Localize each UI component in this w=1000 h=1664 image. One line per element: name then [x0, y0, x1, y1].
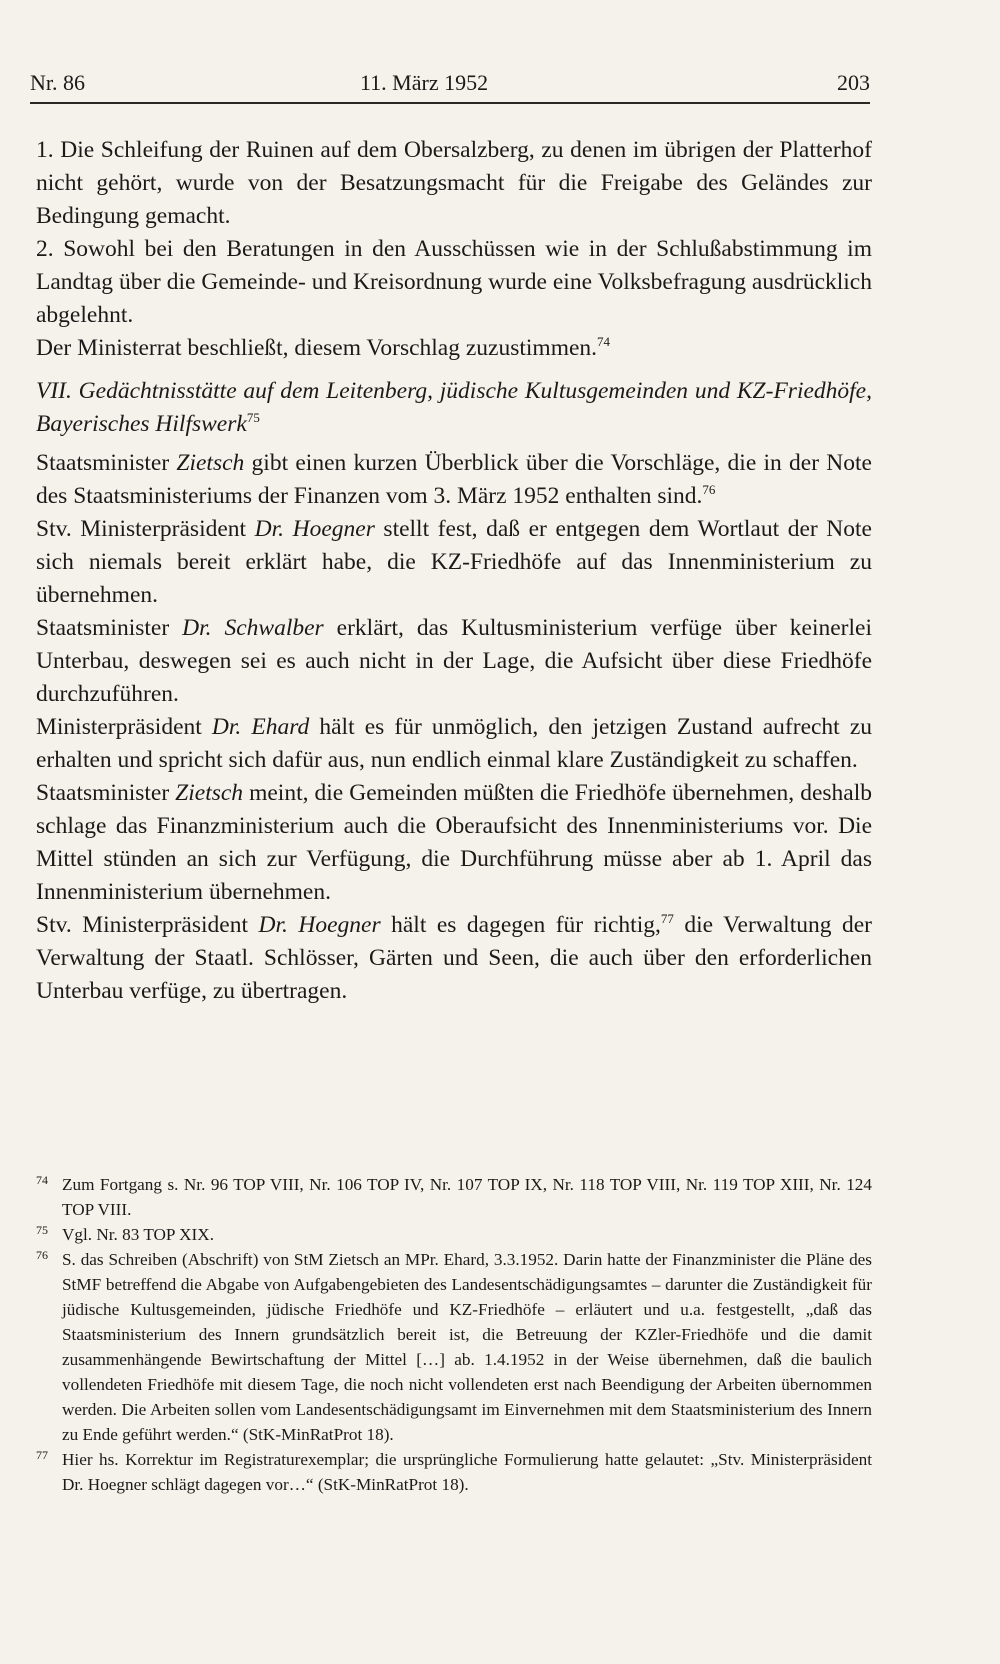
speaker-name: Zietsch — [175, 780, 244, 806]
footnote-ref: 77 — [660, 911, 674, 927]
speaker-name: Dr. Ehard — [211, 714, 310, 740]
footnote: 75 Vgl. Nr. 83 TOP XIX. — [36, 1222, 872, 1247]
footnote-number: 77 — [36, 1448, 48, 1462]
document-number: Nr. 86 — [30, 70, 85, 95]
footnote: 77 Hier hs. Korrektur im Registraturexemplar; die ursprüngliche Formulierung hatte gelautet: „Stv. Ministerpräsident Dr. Hoegner schlägt dagegen vor…“ (StK-MinRatProt 18). — [36, 1447, 872, 1497]
speaker-name: Dr. Schwalber — [182, 615, 324, 641]
paragraph: Stv. Ministerpräsident Dr. Hoegner hält es dagegen für richtig,$^{77}$ die Verwaltung der Verwaltung der Staatl. Schlösser, Gärten und Seen, die auch über den erforderlichen Unterbau verfüge, zu übertragen. — [36, 911, 872, 1004]
paragraph: Staatsminister Zietsch meint, die Gemeinden müßten die Friedhöfe übernehmen, deshalb schlage das Finanzministerium auch die Oberaufsicht des Innenministeriums vor. Die Mittel stünden an sich zur Verfügung, die Durchführung müsse aber ab 1. April das Innenministerium übernehmen. — [36, 780, 872, 905]
paragraph: Stv. Ministerpräsident Dr. Hoegner stellt fest, daß er entgegen dem Wortlaut der Note sich niemals bereit erklärt habe, die KZ-Friedhöfe auf das Innenministerium zu übernehmen. — [36, 516, 872, 608]
footnote-number: 74 — [36, 1173, 48, 1187]
footnote-number: 76 — [36, 1248, 48, 1262]
header-date: 11. März 1952 — [360, 70, 489, 95]
paragraph: 1. Die Schleifung der Ruinen auf dem Obersalzberg, zu denen im übrigen der Platterhof nicht gehört, wurde von der Besatzungsmacht für die Freigabe des Geländes zur Bedingung gemacht. — [36, 137, 872, 229]
page-header — [30, 70, 870, 104]
paragraph: Staatsminister Dr. Schwalber erklärt, das Kultusministerium verfüge über keinerlei Unterbau, deswegen sei es auch nicht in der Lage, die Aufsicht über diese Friedhöfe durchzuführen. — [36, 615, 872, 707]
speaker-name: Dr. Hoegner — [254, 516, 375, 542]
footnote-ref: 75 — [246, 410, 260, 426]
footnotes — [36, 1172, 872, 1497]
footnote-ref: 74 — [597, 334, 611, 350]
page-number: 203 — [837, 70, 870, 95]
footnote-number: 75 — [36, 1223, 48, 1237]
paragraph: Der Ministerrat beschließt, diesem Vorschlag zuzustimmen.$^{74}$ — [36, 334, 611, 361]
footnote: 76 S. das Schreiben (Abschrift) von StM Zietsch an MPr. Ehard, 3.3.1952. Darin hatte der Finanzminister die Pläne des StMF betreffend die Abgabe von Aufgabengebieten des Landesentschädigungsamtes – darunter die Zuständigkeit für jüdische Kultusgemeinden, jüdische Friedhöfe und KZ-Friedhöfe – erläutert und u.a. festgestellt, „daß das Staatsministerium des Innern grundsätzlich bereit ist, die Betreuung der KZler-Friedhöfe und die damit zusammenhängende Bewirtschaftung der Mittel […] ab. 1.4.1952 in der Weise übernehmen, daß die baulich vollendeten Friedhöfe mit diesem Tage, die noch nicht vollendeten erst nach Beendigung der Arbeiten übernommen werden. Die Arbeiten sollen vom Landesentschädigungsamt im Einvernehmen mit dem Staatsministerium des Innern zu Ende geführt werden.“ (StK-MinRatProt 18). — [36, 1247, 872, 1447]
paragraph: 2. Sowohl bei den Beratungen in den Ausschüssen wie in der Schlußabstimmung im Landtag über die Gemeinde- und Kreisordnung wurde eine Volksbefragung ausdrücklich abgelehnt. — [36, 236, 872, 328]
section-heading: VII. Gedächtnisstätte auf dem Leitenberg, jüdische Kultusgemeinden und KZ-Friedhöfe, Bayerisches Hilfswerk$^{75}$ — [36, 378, 872, 437]
speaker-name: Zietsch — [176, 450, 245, 476]
speaker-name: Dr. Hoegner — [258, 912, 381, 938]
footnote-ref: 76 — [702, 482, 716, 498]
paragraph: Ministerpräsident Dr. Ehard hält es für unmöglich, den jetzigen Zustand aufrecht zu erhalten und spricht sich dafür aus, nun endlich einmal klare Zuständigkeit zu schaffen. — [36, 714, 873, 773]
footnote: 74 Zum Fortgang s. Nr. 96 TOP VIII, Nr. 106 TOP IV, Nr. 107 TOP IX, Nr. 118 TOP VIII, Nr. 119 TOP XIII, Nr. 124 TOP VIII. — [36, 1172, 872, 1222]
paragraph: Staatsminister Zietsch gibt einen kurzen Überblick über die Vorschläge, die in der Note des Staatsministeriums der Finanzen vom 3. März 1952 enthalten sind.$^{76}$ — [36, 450, 872, 509]
main-text — [36, 134, 872, 1008]
